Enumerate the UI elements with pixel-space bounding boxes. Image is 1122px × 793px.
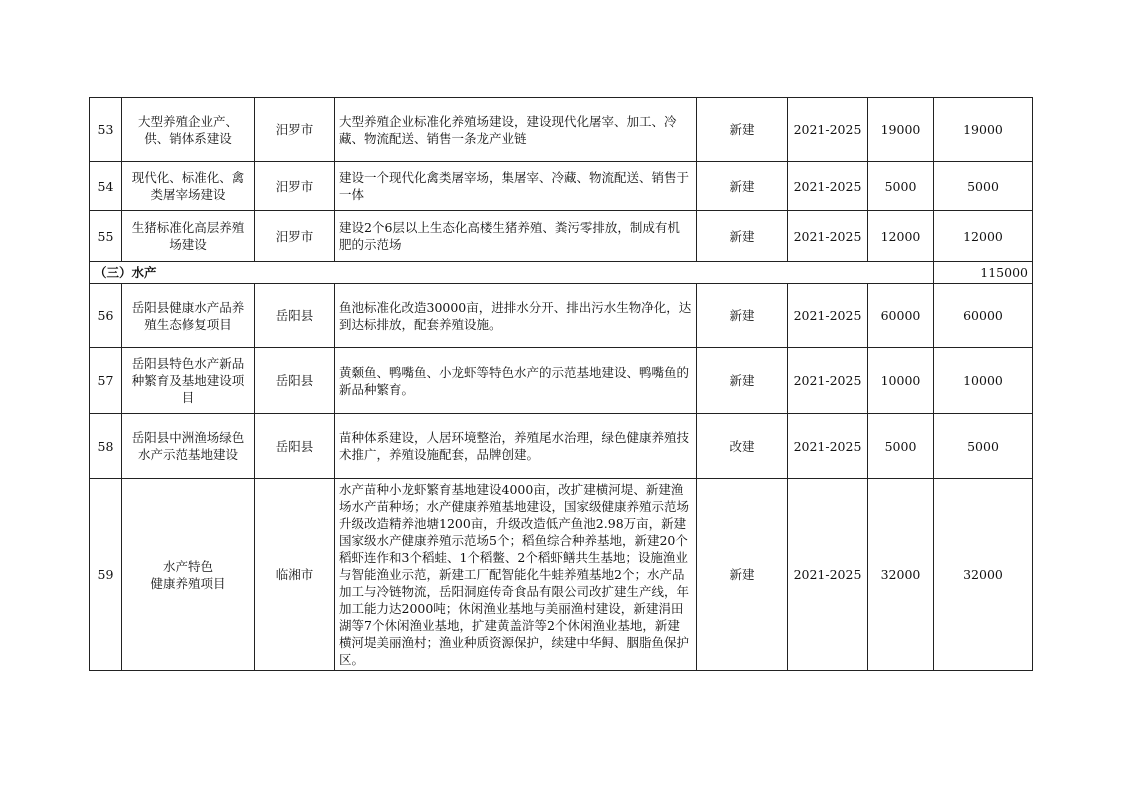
planned-investment: 60000 xyxy=(934,284,1033,348)
project-name: 岳阳县特色水产新品种繁育及基地建设项目 xyxy=(122,348,255,414)
section-header-row xyxy=(90,262,1033,284)
total-investment: 5000 xyxy=(868,162,934,211)
project-name-line: 健康养殖项目 xyxy=(150,575,226,591)
project-name: 岳阳县健康水产品养殖生态修复项目 xyxy=(122,284,255,348)
construction-type: 新建 xyxy=(697,211,788,262)
table-row xyxy=(90,284,1033,348)
section-title: （三）水产 xyxy=(90,262,934,284)
total-investment: 5000 xyxy=(868,414,934,479)
project-name-line: 水产特色 xyxy=(162,558,213,574)
construction-period: 2021-2025 xyxy=(788,414,868,479)
table-row xyxy=(90,162,1033,211)
planned-investment: 12000 xyxy=(934,211,1033,262)
project-location: 汨罗市 xyxy=(255,211,335,262)
project-location: 汨罗市 xyxy=(255,98,335,162)
project-location: 岳阳县 xyxy=(255,348,335,414)
planned-investment: 32000 xyxy=(934,479,1033,671)
row-number: 53 xyxy=(90,98,122,162)
row-number: 59 xyxy=(90,479,122,671)
construction-type: 新建 xyxy=(697,479,788,671)
project-name: 大型养殖企业产、供、销体系建设 xyxy=(122,98,255,162)
planned-investment: 5000 xyxy=(934,414,1033,479)
planned-investment: 5000 xyxy=(934,162,1033,211)
project-description: 建设2个6层以上生态化高楼生猪养殖、粪污零排放，制成有机肥的示范场 xyxy=(335,211,697,262)
construction-period: 2021-2025 xyxy=(788,162,868,211)
section-total: 115000 xyxy=(934,262,1033,284)
construction-period: 2021-2025 xyxy=(788,479,868,671)
row-number: 55 xyxy=(90,211,122,262)
table-row xyxy=(90,414,1033,479)
table-row xyxy=(90,211,1033,262)
construction-type: 新建 xyxy=(697,348,788,414)
project-table xyxy=(89,97,1033,671)
project-location: 岳阳县 xyxy=(255,414,335,479)
construction-type: 新建 xyxy=(697,284,788,348)
construction-period: 2021-2025 xyxy=(788,348,868,414)
table-row xyxy=(90,479,1033,671)
project-location: 临湘市 xyxy=(255,479,335,671)
project-description: 鱼池标准化改造30000亩，进排水分开、排出污水生物净化，达到达标排放，配套养殖设施。 xyxy=(335,284,697,348)
project-description: 水产苗种小龙虾繁育基地建设4000亩，改扩建横河堤、新建渔场水产苗种场；水产健康养殖基地建设，国家级健康养殖示范场升级改造精养池塘1200亩，升级改造低产鱼池2.98万亩，新建国家级水产健康养殖示范场5个；稻鱼综合种养基地，新建20个稻虾连作和3个稻蛙、1个稻鳖、2个稻虾鳝共生基地；设施渔业与智能渔业示范，新建工厂配智能化牛蛙养殖基地2个；水产品加工与冷链物流，岳阳洞庭传奇食品有限公司改扩建生产线，年加工能力达2000吨；休闲渔业基地与美丽渔村建设，新建涓田湖等7个休闲渔业基地，扩建黄盖浒等2个休闲渔业基地，新建横河堤美丽渔村；渔业种质资源保护，续建中华鲟、胭脂鱼保护区。 xyxy=(335,479,697,671)
total-investment: 10000 xyxy=(868,348,934,414)
total-investment: 19000 xyxy=(868,98,934,162)
row-number: 56 xyxy=(90,284,122,348)
planned-investment: 10000 xyxy=(934,348,1033,414)
planned-investment: 19000 xyxy=(934,98,1033,162)
project-description: 建设一个现代化禽类屠宰场，集屠宰、冷藏、物流配送、销售于一体 xyxy=(335,162,697,211)
construction-period: 2021-2025 xyxy=(788,211,868,262)
total-investment: 60000 xyxy=(868,284,934,348)
project-description: 大型养殖企业标准化养殖场建设，建设现代化屠宰、加工、冷藏、物流配送、销售一条龙产业链 xyxy=(335,98,697,162)
project-location: 汨罗市 xyxy=(255,162,335,211)
construction-type: 新建 xyxy=(697,162,788,211)
table-row xyxy=(90,348,1033,414)
project-name: 岳阳县中洲渔场绿色水产示范基地建设 xyxy=(122,414,255,479)
total-investment: 32000 xyxy=(868,479,934,671)
project-location: 岳阳县 xyxy=(255,284,335,348)
project-name: 现代化、标准化、禽类屠宰场建设 xyxy=(122,162,255,211)
project-description: 苗种体系建设，人居环境整治，养殖尾水治理，绿色健康养殖技术推广，养殖设施配套，品牌创建。 xyxy=(335,414,697,479)
row-number: 58 xyxy=(90,414,122,479)
row-number: 57 xyxy=(90,348,122,414)
construction-period: 2021-2025 xyxy=(788,284,868,348)
table-row xyxy=(90,98,1033,162)
total-investment: 12000 xyxy=(868,211,934,262)
project-name: 生猪标准化高层养殖场建设 xyxy=(122,211,255,262)
project-name xyxy=(122,479,255,671)
project-description: 黄颡鱼、鸭嘴鱼、小龙虾等特色水产的示范基地建设、鸭嘴鱼的新品种繁育。 xyxy=(335,348,697,414)
construction-period: 2021-2025 xyxy=(788,98,868,162)
row-number: 54 xyxy=(90,162,122,211)
construction-type: 新建 xyxy=(697,98,788,162)
construction-type: 改建 xyxy=(697,414,788,479)
